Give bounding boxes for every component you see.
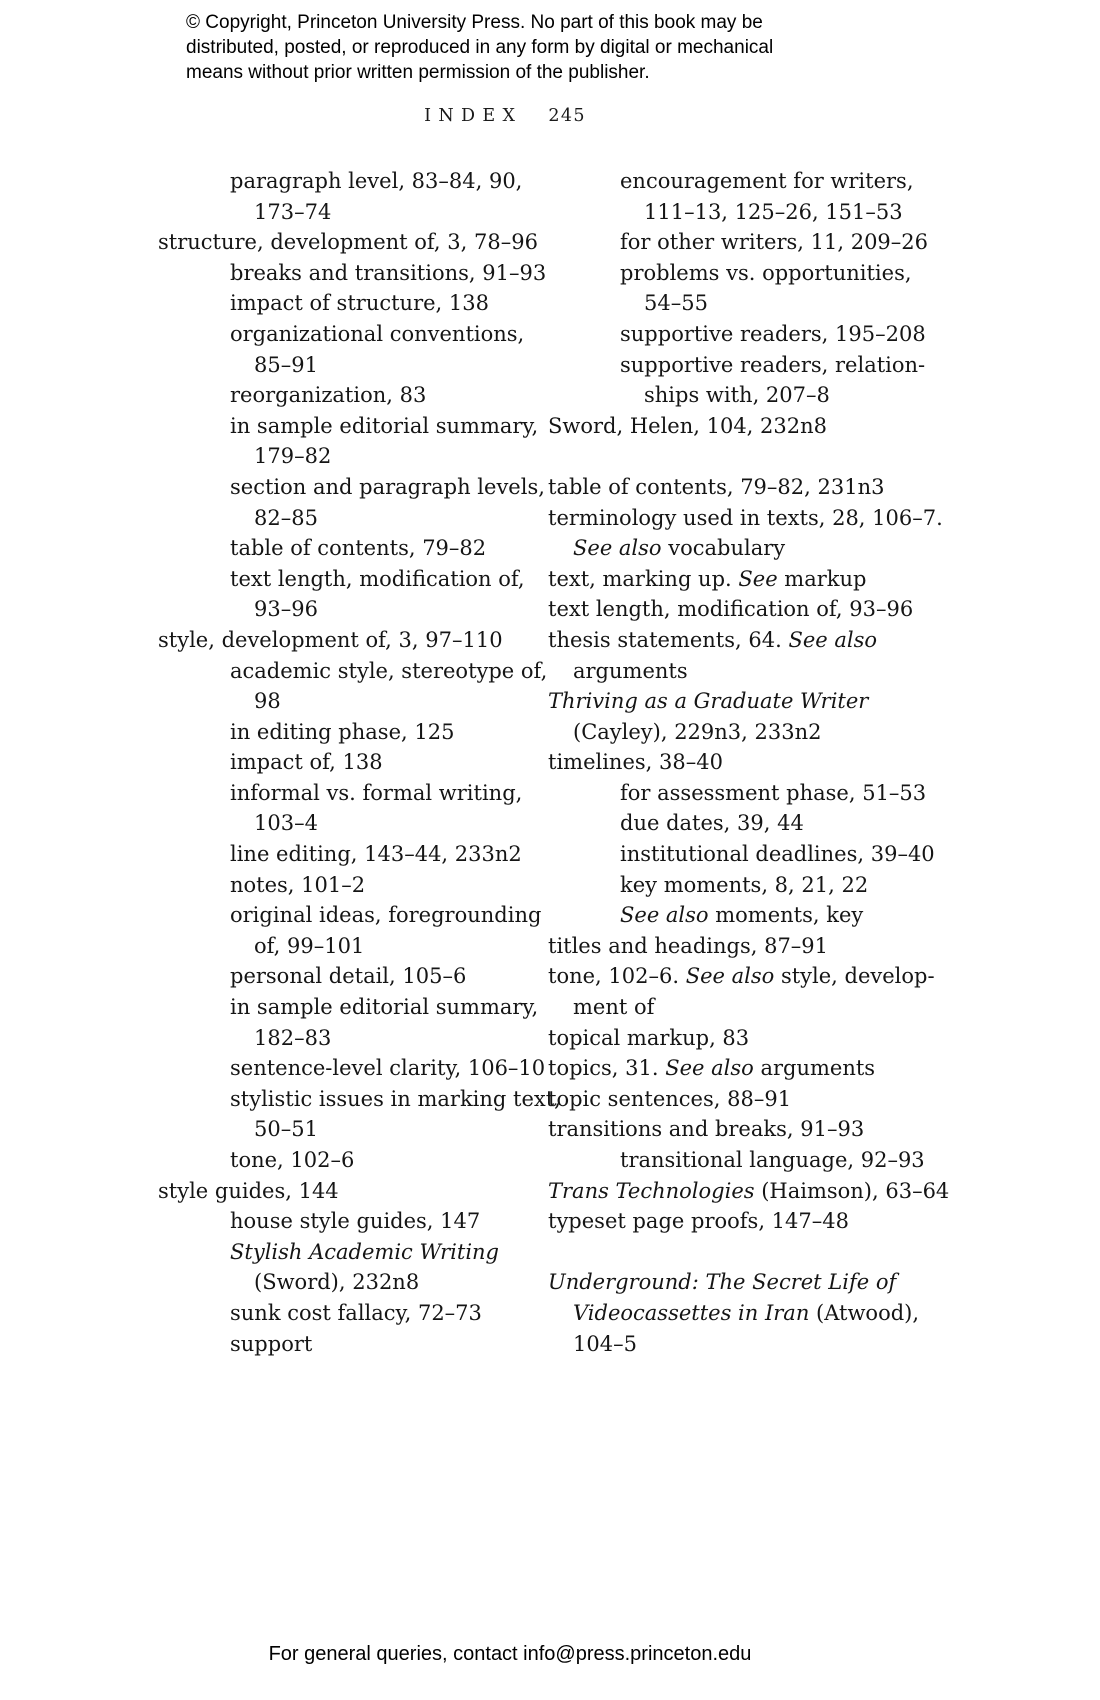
copyright-line: © Copyright, Princeton University Press. No part of this book may be xyxy=(186,12,763,33)
index-text-italic: Trans Technologies xyxy=(548,1178,755,1203)
index-entry-line xyxy=(158,717,558,748)
index-entry-line xyxy=(548,319,988,350)
index-entry-line xyxy=(158,900,558,931)
copyright-line: distributed, posted, or reproduced in any form by digital or mechanical xyxy=(186,37,774,58)
index-text: for other writers, 11, 209–26 xyxy=(620,230,929,255)
index-text: 179–82 xyxy=(254,444,332,469)
index-text: style guides, 144 xyxy=(158,1178,339,1203)
index-text: due dates, 39, 44 xyxy=(620,811,804,836)
index-entry-line xyxy=(548,533,988,564)
index-entry-line xyxy=(548,839,988,870)
index-entry-line xyxy=(158,931,558,962)
index-text: vocabulary xyxy=(661,536,786,561)
footer-queries-note: For general queries, contact info@press.princeton.edu xyxy=(268,1643,752,1665)
index-entry-line xyxy=(548,1329,988,1360)
index-entry-line xyxy=(158,1237,558,1268)
index-text: (Atwood), xyxy=(809,1300,920,1325)
index-text: topical markup, 83 xyxy=(548,1025,750,1050)
index-text: reorganization, 83 xyxy=(230,383,427,408)
index-text: section and paragraph levels, xyxy=(230,474,545,499)
index-entry-line xyxy=(158,1176,558,1207)
index-text-italic: See xyxy=(738,566,778,591)
index-text: 182–83 xyxy=(254,1025,332,1050)
index-text: arguments xyxy=(573,658,688,683)
index-text: typeset page proofs, 147–48 xyxy=(548,1209,849,1234)
index-entry-line xyxy=(158,1084,561,1115)
index-text: transitional language, 92–93 xyxy=(620,1148,925,1172)
index-text: breaks and transitions, 91–93 xyxy=(230,260,547,285)
index-column-left xyxy=(158,166,561,1359)
copyright-notice xyxy=(186,10,773,85)
index-text: supportive readers, 195–208 xyxy=(620,321,926,346)
index-text: academic style, stereotype of, xyxy=(230,658,548,683)
index-text: in editing phase, 125 xyxy=(230,719,455,744)
index-entry-line xyxy=(158,411,558,442)
index-entry-line xyxy=(548,1084,988,1115)
index-text: key moments, 8, 21, 22 xyxy=(620,872,869,897)
index-text: (Sword), 232n8 xyxy=(254,1270,420,1295)
index-entry-line xyxy=(548,931,988,962)
index-text: original ideas, foregrounding xyxy=(230,903,542,928)
index-text: ships with, 207–8 xyxy=(644,383,830,408)
index-section-gap xyxy=(548,441,988,472)
index-text: table of contents, 79–82 xyxy=(230,536,487,561)
index-text-italic: See also xyxy=(685,964,775,989)
index-text-italic: Thriving as a Graduate Writer xyxy=(548,689,869,714)
index-text: timelines, 38–40 xyxy=(548,750,723,775)
index-text: house style guides, 147 xyxy=(230,1209,481,1234)
index-text: terminology used in texts, 28, 106–7. xyxy=(548,505,943,530)
index-text: 111–13, 125–26, 151–53 xyxy=(644,199,903,224)
index-entry-line xyxy=(158,380,558,411)
index-text: thesis statements, 64. xyxy=(548,627,789,652)
index-text: structure, development of, 3, 78–96 xyxy=(158,230,538,255)
index-text: supportive readers, relation- xyxy=(620,352,926,377)
index-text-italic: See also xyxy=(665,1056,754,1081)
index-entry-line xyxy=(548,686,988,717)
index-entry-line xyxy=(158,961,558,992)
index-text: informal vs. formal writing, xyxy=(230,780,523,805)
index-text: impact of structure, 138 xyxy=(230,291,489,316)
index-entry-line xyxy=(548,350,988,381)
index-text: Sword, Helen, 104, 232n8 xyxy=(548,413,827,438)
index-entry-line xyxy=(158,1267,558,1298)
index-text: paragraph level, 83–84, 90, xyxy=(230,169,523,193)
index-text: text length, modification of, 93–96 xyxy=(548,597,914,622)
index-entry-line xyxy=(548,1298,988,1329)
index-entry-line xyxy=(158,227,558,258)
index-text: tone, 102–6. xyxy=(548,964,686,989)
index-text: arguments xyxy=(753,1056,876,1081)
index-text: encouragement for writers, xyxy=(620,169,914,193)
index-text: impact of, 138 xyxy=(230,750,383,775)
index-text: 104–5 xyxy=(573,1331,637,1356)
index-text-italic: Videocassettes in Iran xyxy=(573,1300,810,1325)
index-section-gap xyxy=(548,1237,988,1268)
index-entry-line xyxy=(548,1206,988,1237)
index-text: problems vs. opportunities, xyxy=(620,260,912,285)
index-entry-line xyxy=(548,625,988,656)
index-entry-line xyxy=(158,594,558,625)
index-entry-line xyxy=(548,166,988,197)
index-text: ment of xyxy=(573,995,655,1020)
index-text: titles and headings, 87–91 xyxy=(548,933,829,958)
index-entry-line xyxy=(548,1145,988,1176)
index-entry-line xyxy=(158,656,558,687)
index-text: transitions and breaks, 91–93 xyxy=(548,1117,865,1142)
index-entry-line xyxy=(548,992,988,1023)
index-text: for assessment phase, 51–53 xyxy=(620,780,927,805)
index-text: topics, 31. xyxy=(548,1056,666,1081)
index-entry-line xyxy=(548,808,988,839)
index-entry-line xyxy=(158,472,558,503)
index-entry-line xyxy=(158,1298,558,1329)
index-text: support xyxy=(230,1331,313,1356)
index-entry-line xyxy=(548,1023,988,1054)
index-text: tone, 102–6 xyxy=(230,1148,355,1172)
index-entry-line xyxy=(158,258,558,289)
index-entry-line xyxy=(548,961,988,992)
index-text: 98 xyxy=(254,689,281,714)
index-text: (Cayley), 229n3, 233n2 xyxy=(573,719,822,744)
index-text: text, marking up. xyxy=(548,566,739,591)
index-entry-line xyxy=(158,625,558,656)
index-text: 85–91 xyxy=(254,352,318,377)
index-entry-line xyxy=(158,1145,558,1176)
index-entry-line xyxy=(158,686,558,717)
index-column-right xyxy=(548,166,988,1359)
running-head xyxy=(0,106,1010,126)
index-entry-line xyxy=(548,747,988,778)
index-text: 173–74 xyxy=(254,199,332,224)
index-heading: INDEX xyxy=(424,106,523,126)
index-text: in sample editorial summary, xyxy=(230,995,539,1020)
index-entry-line xyxy=(158,992,558,1023)
copyright-line: means without prior written permission of the publisher. xyxy=(186,62,650,83)
index-entry-line xyxy=(548,778,988,809)
index-entry-line xyxy=(548,503,988,534)
index-entry-line xyxy=(158,1329,558,1360)
index-text-italic: Stylish Academic Writing xyxy=(230,1239,500,1264)
index-text: 82–85 xyxy=(254,505,318,530)
index-entry-line xyxy=(158,1053,558,1084)
index-entry-line xyxy=(158,288,558,319)
index-entry-line xyxy=(158,870,558,901)
index-entry-line xyxy=(548,380,988,411)
index-text: style, development of, 3, 97–110 xyxy=(158,627,503,652)
index-text: stylistic issues in marking text, xyxy=(230,1086,561,1111)
index-entry-line xyxy=(548,1176,988,1207)
index-entry-line xyxy=(548,288,988,319)
index-text: style, develop- xyxy=(774,964,935,989)
index-text: sentence-level clarity, 106–10 xyxy=(230,1056,546,1081)
index-text: organizational conventions, xyxy=(230,321,525,346)
index-text: moments, key xyxy=(708,903,864,928)
index-entry-line xyxy=(158,319,558,350)
index-text: text length, modification of, xyxy=(230,566,525,591)
index-text: of, 99–101 xyxy=(254,933,365,958)
index-entry-line xyxy=(548,870,988,901)
index-text: in sample editorial summary, xyxy=(230,413,539,438)
index-entry-line xyxy=(158,839,558,870)
index-entry-line xyxy=(158,747,558,778)
index-text: markup xyxy=(777,566,867,591)
index-entry-line xyxy=(548,227,988,258)
index-text: table of contents, 79–82, 231n3 xyxy=(548,474,885,499)
index-entry-line xyxy=(548,258,988,289)
index-entry-line xyxy=(158,778,558,809)
index-text: institutional deadlines, 39–40 xyxy=(620,842,935,867)
index-entry-line xyxy=(158,564,558,595)
index-text: 93–96 xyxy=(254,597,318,622)
index-text: (Haimson), 63–64 xyxy=(754,1178,950,1203)
index-text: personal detail, 105–6 xyxy=(230,964,467,989)
index-entry-line xyxy=(548,1267,988,1298)
index-text-italic: See also xyxy=(573,536,662,561)
index-entry-line xyxy=(158,166,558,197)
index-entry-line xyxy=(548,594,988,625)
index-entry-line xyxy=(548,411,988,442)
index-entry-line xyxy=(548,656,988,687)
index-entry-line xyxy=(548,717,988,748)
index-entry-line xyxy=(548,564,988,595)
index-text: 103–4 xyxy=(254,811,318,836)
index-entry-line xyxy=(548,197,988,228)
index-text-italic: Underground: The Secret Life of xyxy=(548,1270,897,1295)
index-text: topic sentences, 88–91 xyxy=(548,1086,792,1111)
index-text-italic: See also xyxy=(788,627,878,652)
index-text: notes, 101–2 xyxy=(230,872,366,897)
index-entry-line xyxy=(548,472,988,503)
index-entry-line xyxy=(158,503,558,534)
index-entry-line xyxy=(158,1023,558,1054)
index-entry-line xyxy=(158,533,558,564)
index-entry-line xyxy=(158,350,558,381)
index-entry-line xyxy=(548,1114,988,1145)
index-entry-line xyxy=(158,1114,558,1145)
index-text: 50–51 xyxy=(254,1117,318,1142)
page-number: 245 xyxy=(548,106,586,126)
index-entry-line xyxy=(158,1206,558,1237)
index-entry-line xyxy=(158,197,558,228)
index-text: line editing, 143–44, 233n2 xyxy=(230,842,522,867)
index-entry-line xyxy=(158,441,558,472)
index-text: sunk cost fallacy, 72–73 xyxy=(230,1300,482,1325)
index-entry-line xyxy=(548,1053,988,1084)
index-entry-line xyxy=(158,808,558,839)
index-text-italic: See also xyxy=(620,903,709,928)
index-entry-line xyxy=(548,900,988,931)
index-text: 54–55 xyxy=(644,291,708,316)
